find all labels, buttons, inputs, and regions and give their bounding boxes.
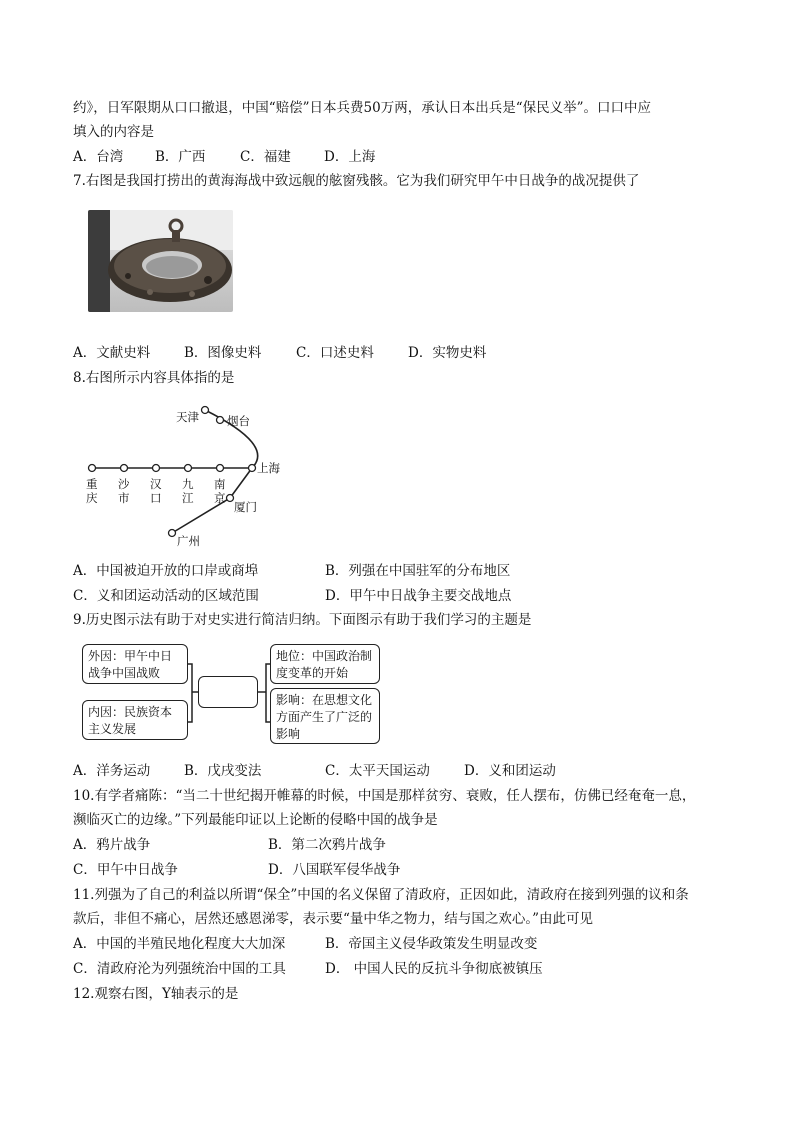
map-node-guangzhou xyxy=(169,530,176,537)
map-label-shanghai: 上海 xyxy=(257,461,280,475)
map-node-yantai xyxy=(217,417,224,424)
map-label-jiujiang-2: 江 xyxy=(182,491,194,505)
diagram-box-influence: 影响：在思想文化方面产生了广泛的影响 xyxy=(270,688,380,744)
q10-option-d[interactable]: D．八国联军侵华战争 xyxy=(268,862,401,878)
q11-stem-line2: 款后，非但不痛心，居然还感恩涕零，表示要“量中华之物力，结与国之欢心。”由此可见 xyxy=(73,911,594,927)
treaty-ports-map xyxy=(80,400,300,550)
q9-stem: 9.历史图示法有助于对史实进行简洁归纳。下面图示有助于我们学习的主题是 xyxy=(73,612,532,628)
q6-option-a[interactable]: A．台湾 xyxy=(73,149,124,165)
q10-option-c[interactable]: C．甲午中日战争 xyxy=(73,862,178,878)
q10-option-b[interactable]: B．第二次鸦片战争 xyxy=(268,837,386,853)
q7-option-b[interactable]: B．图像史料 xyxy=(184,345,262,361)
diagram-box-center-blank xyxy=(198,676,258,708)
q12-stem: 12.观察右图，Y轴表示的是 xyxy=(73,986,239,1002)
q8-option-c[interactable]: C．义和团运动活动的区域范围 xyxy=(73,588,259,604)
q10-stem-line2: 濒临灭亡的边缘。”下列最能印证以上论断的侵略中国的战争是 xyxy=(73,812,438,828)
map-node-hankou xyxy=(153,465,160,472)
map-node-jiujiang xyxy=(185,465,192,472)
q6-stem-line2: 填入的内容是 xyxy=(73,124,154,140)
q8-stem: 8.右图所示内容具体指的是 xyxy=(73,370,235,386)
diagram-box-external-cause: 外因：甲午中日战争中国战败 xyxy=(82,644,188,684)
q7-option-a[interactable]: A．文献史料 xyxy=(73,345,151,361)
map-label-chongqing-1: 重 xyxy=(86,477,98,491)
q9-option-a[interactable]: A．洋务运动 xyxy=(73,763,151,779)
q11-stem-line1: 11.列强为了自己的利益以所谓“保全”中国的名义保留了清政府，正因如此，清政府在接到列强的议和条 xyxy=(73,887,689,903)
map-node-shanghai xyxy=(249,465,256,472)
map-label-hankou-1: 汉 xyxy=(150,477,162,491)
q9-concept-diagram xyxy=(80,642,390,746)
q11-option-c[interactable]: C．清政府沦为列强统治中国的工具 xyxy=(73,961,286,977)
q8-option-b[interactable]: B．列强在中国驻军的分布地区 xyxy=(325,563,511,579)
map-node-xiamen xyxy=(227,495,234,502)
q10-option-a[interactable]: A．鸦片战争 xyxy=(73,837,151,853)
q6-option-d[interactable]: D．上海 xyxy=(324,149,376,165)
map-node-shashi xyxy=(121,465,128,472)
map-node-chongqing xyxy=(89,465,96,472)
map-node-tianjin xyxy=(202,407,209,414)
map-label-shashi-1: 沙 xyxy=(118,477,130,491)
q11-option-d[interactable]: D． 中国人民的反抗斗争彻底被镇压 xyxy=(325,961,543,977)
map-label-tianjin: 天津 xyxy=(176,410,199,424)
map-label-jiujiang-1: 九 xyxy=(182,477,194,491)
q6-option-c[interactable]: C．福建 xyxy=(240,149,291,165)
map-node-nanjing xyxy=(217,465,224,472)
map-label-chongqing-2: 庆 xyxy=(86,491,98,505)
q6-option-b[interactable]: B．广西 xyxy=(155,149,206,165)
diagram-box-internal-cause: 内因：民族资本主义发展 xyxy=(82,700,188,740)
porthole-relic-photo xyxy=(88,210,233,312)
q7-option-c[interactable]: C．口述史料 xyxy=(296,345,374,361)
map-label-nanjing-2: 京 xyxy=(214,491,226,505)
map-label-yantai: 烟台 xyxy=(227,414,250,428)
q11-option-b[interactable]: B．帝国主义侵华政策发生明显改变 xyxy=(325,936,538,952)
map-label-nanjing-1: 南 xyxy=(214,477,226,491)
diagram-box-status: 地位：中国政治制度变革的开始 xyxy=(270,644,380,684)
q9-option-b[interactable]: B．戊戌变法 xyxy=(184,763,262,779)
map-label-shashi-2: 市 xyxy=(118,491,130,505)
q8-option-a[interactable]: A．中国被迫开放的口岸或商埠 xyxy=(73,563,259,579)
q7-option-d[interactable]: D．实物史料 xyxy=(408,345,487,361)
map-label-xiamen: 厦门 xyxy=(234,500,257,514)
map-label-hankou-2: 口 xyxy=(150,491,162,505)
q8-option-d[interactable]: D．甲午中日战争主要交战地点 xyxy=(325,588,512,604)
q6-stem-line1: 约》，日军限期从口口撤退，中国“赔偿”日本兵费50万两，承认日本出兵是“保民义举”。口口中应 xyxy=(73,100,652,116)
q9-option-c[interactable]: C．太平天国运动 xyxy=(325,763,430,779)
q9-option-d[interactable]: D．义和团运动 xyxy=(464,763,556,779)
map-label-guangzhou: 广州 xyxy=(177,534,200,548)
q7-stem: 7.右图是我国打捞出的黄海海战中致远舰的舷窗残骸。它为我们研究甲午中日战争的战况提供了 xyxy=(73,173,640,189)
q10-stem-line1: 10.有学者痛陈：“当二十世纪揭开帷幕的时候，中国是那样贫穷、衰败，任人摆布，仿佛已经奄奄一息， xyxy=(73,788,696,804)
q11-option-a[interactable]: A．中国的半殖民地化程度大大加深 xyxy=(73,936,286,952)
